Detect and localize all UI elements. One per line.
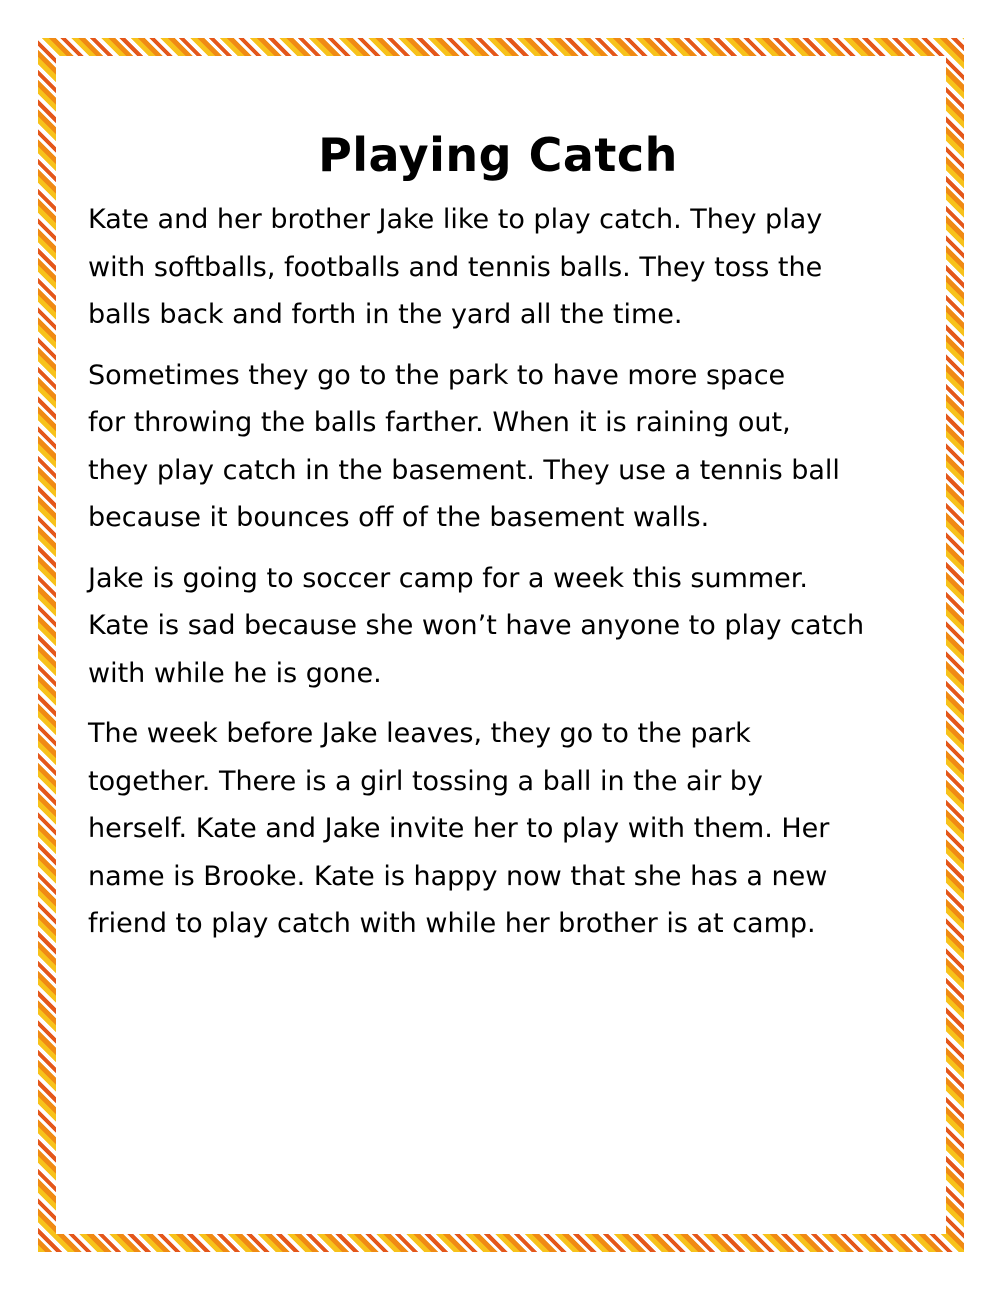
story-paragraph-4: The week before Jake leaves, they go to the park together. There is a girl tossing a ball in the air by herself. Kate and Jake invite her to play with them. Her name is Brooke. Kate is happy now that she has a new friend to play catch with while her brother is at camp.: [88, 718, 830, 939]
story-title: Playing Catch: [318, 128, 678, 182]
story-paragraph-2: Sometimes they go to the park to have more space for throwing the balls farther. When it is raining out, they play catch in the basement. They use a tennis ball because it bounces off of the basement walls.: [88, 359, 840, 533]
story-paragraph-1: Kate and her brother Jake like to play catch. They play with softballs, footballs and tennis balls. They toss the balls back and forth in the yard all the time.: [88, 204, 823, 330]
story-paragraph-3: Jake is going to soccer camp for a week this summer. Kate is sad because she won’t have anyone to play catch with while he is gone.: [88, 562, 865, 689]
story-content: [88, 118, 918, 961]
